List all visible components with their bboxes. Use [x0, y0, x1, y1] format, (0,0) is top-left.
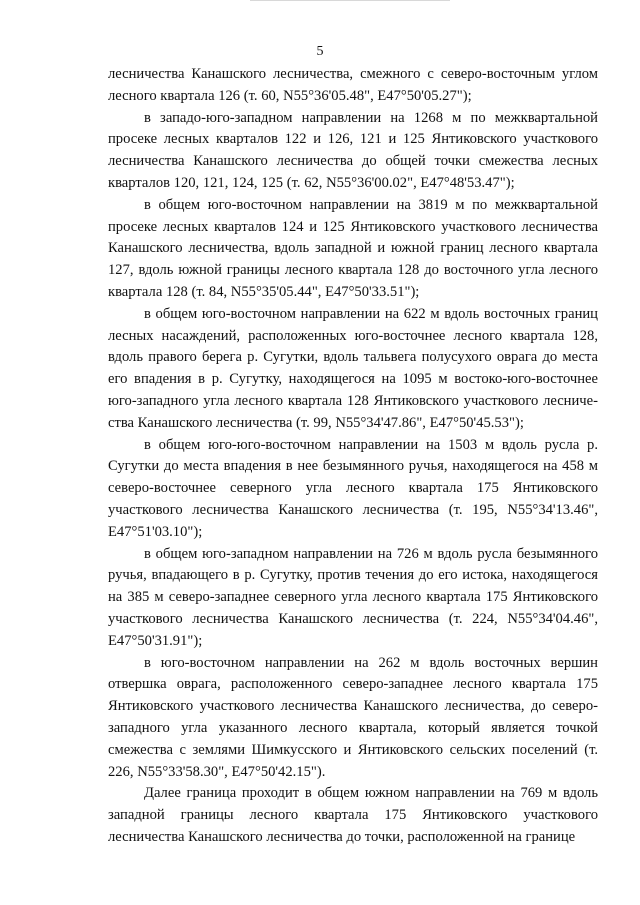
document-body [108, 64, 598, 849]
paragraph-segment-point-226: в юго-восточном направлении на 262 м вдоль восточных вершин отвершка оврага, расположенного северо-западнее лесного квартала 175 Янтиковского участкового лесничества Канашского лесничества, до северо-западного угла указанного лесного квартала, который является точкой смежества с землями Шимкусского и Янтиковского сельских поселений (т. 226, N55°33'58.30", E47°50'42.15"). [108, 654, 598, 780]
scan-edge-line [250, 0, 450, 1]
paragraph-segment-point-62: в западо-юго-западном направлении на 1268 м по межквартальной просеке лесных кварталов 122 и 126, 121 и 125 Янтиковского участкового лесничества Канашского лесничества до общей точки смежества лесных кварталов 120, 121, 124, 125 (т. 62, N55°36'00.02", E47°48'53.47"); [108, 109, 598, 191]
page-number: 5 [316, 44, 324, 59]
paragraph-segment-point-84: в общем юго-восточном направлении на 3819 м по межквартальной просеке лесных кварталов 124 и 125 Янтиковского участкового лесничества Канашского лесничества, вдоль западной и южной границ лесного квартала 127, вдоль южной границы лесного квартала 128 до восточного угла лесного квартала 128 (т. 84, N55°35'05.44", E47°50'33.51"); [108, 196, 598, 300]
paragraph-segment-point-99: в общем юго-восточном направлении на 622 м вдоль восточных границ лесных насаждений, расположенных юго-восточнее лесного квартала 128, вдоль правого берега р. Сугутки, вдоль тальвега полусухого оврага до места его впадения в р. Сугутку, находящегося на 1095 м востоко-юго-восточнее юго-западного угла лесного квартала 128 Янтиковского участкового лесничества Канашского лесничества (т. 99, N55°34'47.86", E47°50'45.53"); [108, 305, 598, 431]
paragraph-segment-point-224: в общем юго-западном направлении на 726 м вдоль русла безымянного ручья, впадающего в р. Сугутку, против течения до его истока, находящегося на 385 м северо-западнее северного угла лесного квартала 175 Янтиковского участкового лесничества Канашского лесничества (т. 224, N55°34'04.46", E47°50'31.91"); [108, 545, 598, 649]
paragraph-further-boundary: Далее граница проходит в общем южном направлении на 769 м вдоль западной границы лесного квартала 175 Янтиковского участкового лесничества Канашского лесничества до точки, расположенной на границе [108, 785, 598, 845]
paragraph-continuation: лесничества Канашского лесничества, смежного с северо-восточным углом лесного квартала 126 (т. 60, N55°36'05.48", E47°50'05.27"); [108, 66, 598, 104]
paragraph-segment-point-195: в общем юго-юго-восточном направлении на 1503 м вдоль русла р. Сугутки до места впадения в нее безымянного ручья, находящегося на 458 м северо-восточнее северного угла лесного квартала 175 Янтиковского участкового лесничества Канашского лесничества (т. 195, N55°34'13.46", E47°51'03.10"); [108, 436, 598, 540]
